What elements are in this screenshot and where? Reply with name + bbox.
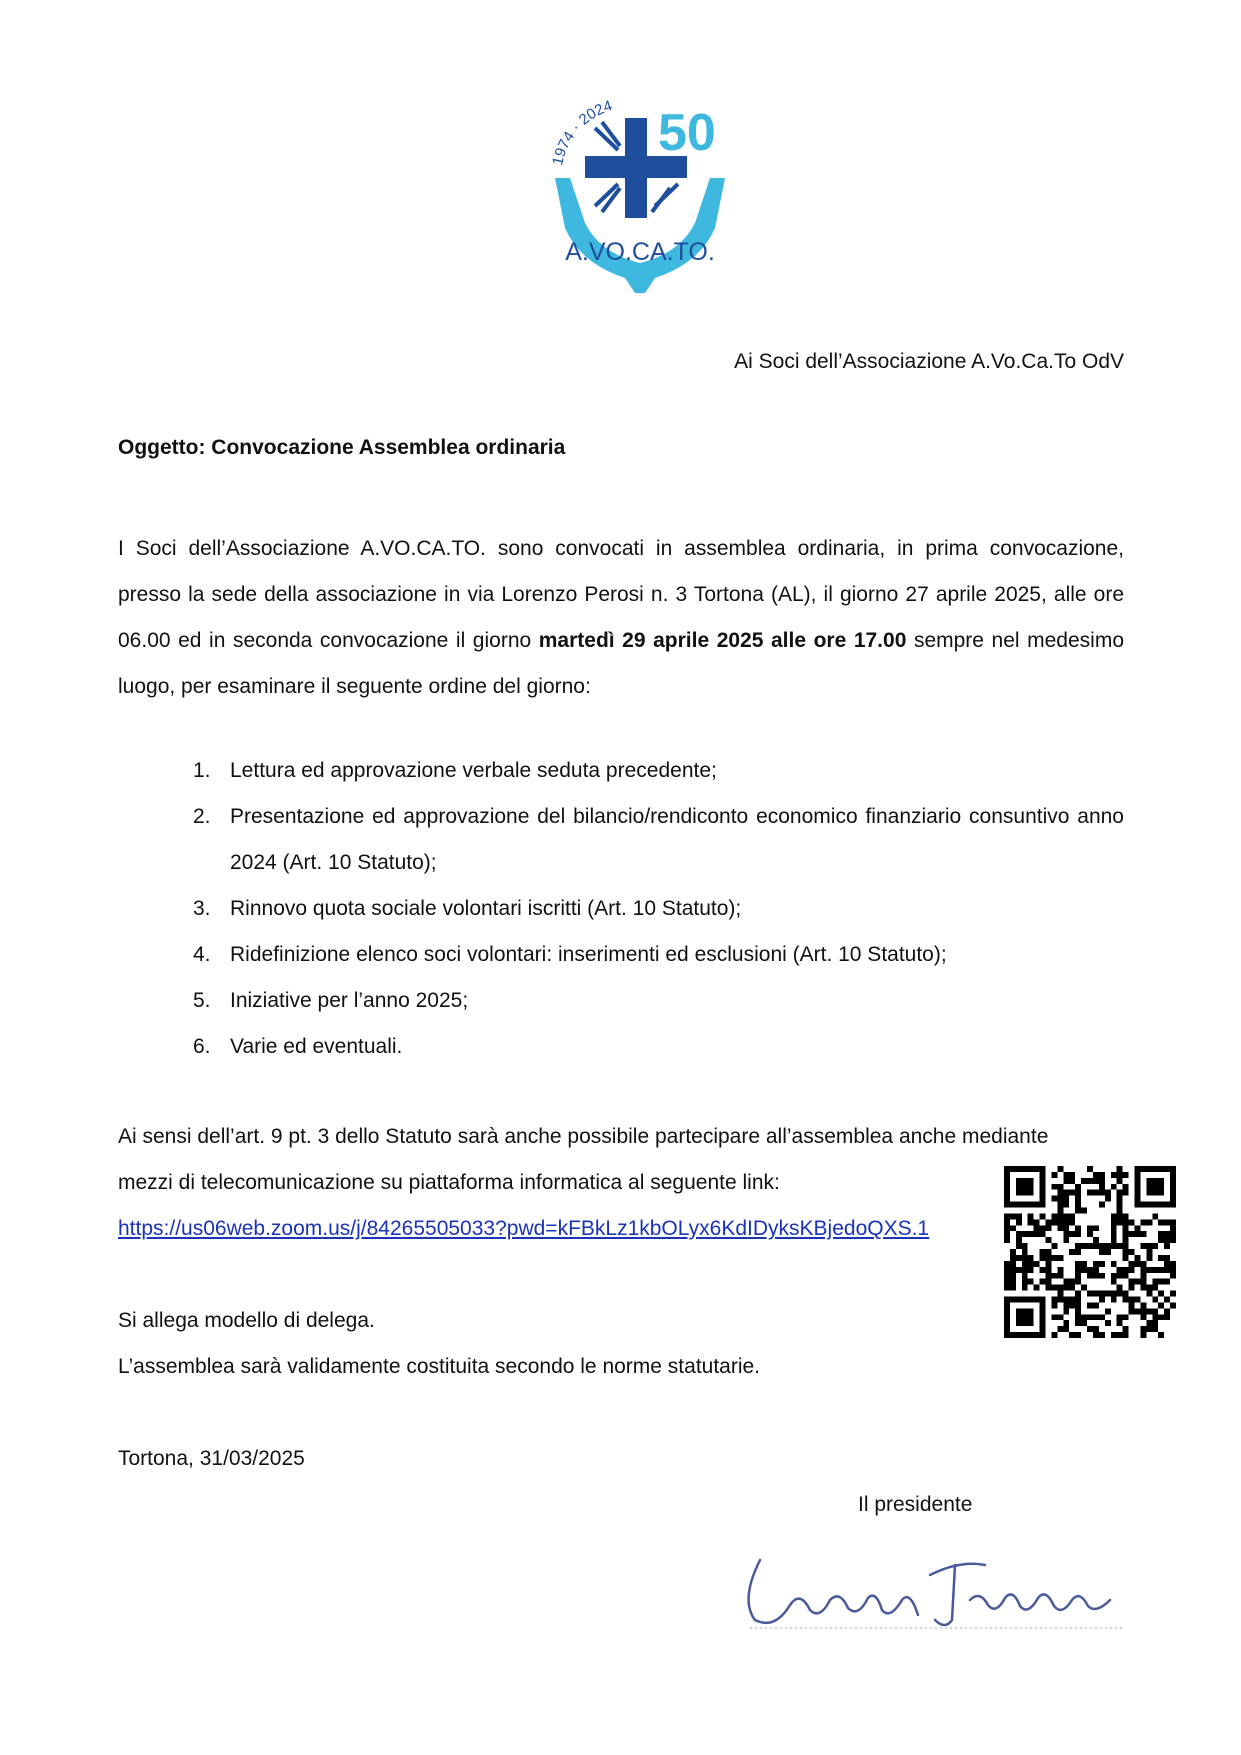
agenda-text: Rinnovo quota sociale volontari iscritti (Art. 10 Statuto); <box>230 897 742 920</box>
remote-participation-text <box>118 1114 1124 1206</box>
recipient-line: Ai Soci dell’Associazione A.Vo.Ca.To OdV <box>734 350 1124 373</box>
remote-line-2: mezzi di telecomunicazione su piattaforma informatica al seguente link: <box>118 1171 780 1194</box>
logo-anniversary: 50 <box>658 104 716 162</box>
agenda-number: 6. <box>193 1035 211 1058</box>
agenda-item <box>118 978 1124 1024</box>
validity-note: L’assemblea sarà validamente costituita secondo le norme statutarie. <box>118 1355 761 1378</box>
signatory-title: Il presidente <box>858 1493 973 1516</box>
agenda-text: Ridefinizione elenco soci volontari: inserimenti ed esclusioni (Art. 10 Statuto); <box>230 943 947 966</box>
agenda-item <box>118 748 1124 794</box>
agenda-list <box>118 748 1124 1070</box>
logo-years-text: 1974 · 2024 <box>549 97 615 167</box>
qr-code-icon <box>1004 1166 1176 1338</box>
zoom-meeting-link[interactable]: https://us06web.zoom.us/j/84265505033?pwd=kFBkLz1kbOLyx6KdIDyksKBjedoQXS.1 <box>118 1217 930 1240</box>
agenda-text: Varie ed eventuali. <box>230 1035 403 1058</box>
agenda-item <box>118 1024 1124 1070</box>
body-part1: I Soci dell’Associazione A.VO.CA.TO. sono convocati in assemblea ordinaria, in prima convocazione, presso la sede della associazione in via Lorenzo Perosi n. 3 Tortona (AL), il giorno 27 aprile 2025, alle ore 06.00 ed in seconda convocazione il giorno <box>118 537 1124 652</box>
agenda-number: 3. <box>193 897 211 920</box>
signature-image <box>730 1520 1130 1640</box>
logo-name: A.VO.CA.TO. <box>565 238 715 266</box>
body-part2: sempre nel medesimo luogo, per esaminare il seguente ordine del giorno: <box>118 629 1124 698</box>
remote-line-1: Ai sensi dell’art. 9 pt. 3 dello Statuto sarà anche possibile partecipare all’assemblea anche mediante <box>118 1125 1049 1148</box>
agenda-text: Lettura ed approvazione verbale seduta precedente; <box>230 759 717 782</box>
agenda-number: 1. <box>193 759 211 782</box>
agenda-item <box>118 794 1124 886</box>
subject-line: Oggetto: Convocazione Assemblea ordinaria <box>118 436 566 459</box>
place-date: Tortona, 31/03/2025 <box>118 1447 305 1470</box>
agenda-item <box>118 886 1124 932</box>
convocation-paragraph <box>118 526 1124 710</box>
body-bold-date: martedì 29 aprile 2025 alle ore 17.00 <box>538 629 907 652</box>
agenda-text: Iniziative per l’anno 2025; <box>230 989 469 1012</box>
avocato-logo <box>540 88 740 298</box>
agenda-number: 4. <box>193 943 211 966</box>
agenda-item <box>118 932 1124 978</box>
attachment-note: Si allega modello di delega. <box>118 1309 375 1332</box>
agenda-number: 2. <box>193 805 211 828</box>
agenda-text: Presentazione ed approvazione del bilancio/rendiconto economico finanziario consuntivo anno 2024 (Art. 10 Statuto); <box>230 805 1124 874</box>
agenda-number: 5. <box>193 989 211 1012</box>
